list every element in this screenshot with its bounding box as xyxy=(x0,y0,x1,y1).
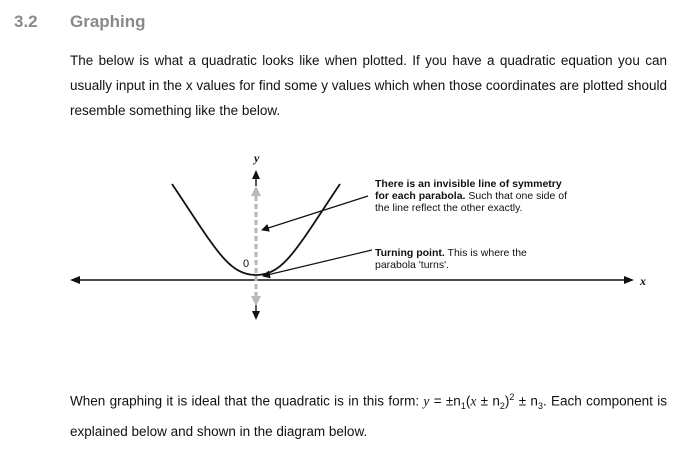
turning-point-annotation: Turning point. This is where the parabola 'turns'. xyxy=(375,247,527,271)
y-axis-bottom-arrow xyxy=(252,311,260,320)
formula-y: y xyxy=(423,393,430,409)
symmetry-pointer xyxy=(262,196,368,230)
section-title: Graphing xyxy=(70,12,146,31)
symmetry-bottom-arrow xyxy=(251,296,261,306)
section-number: 3.2 xyxy=(14,12,38,31)
intro-paragraph: The below is what a quadratic looks like when plotted. If you have a quadratic equation you can usually input in the x values for find some y values which when those coordinates are plotted should resemble something like the below. xyxy=(70,53,667,118)
symmetry-annotation: There is an invisible line of symmetry for each parabola. Such that one side of the line reflect the other exactly. xyxy=(375,178,568,214)
origin-label: 0 xyxy=(243,258,250,270)
formula-x: x xyxy=(470,393,477,409)
x-axis-right-arrow xyxy=(624,276,634,284)
y-axis-label: y xyxy=(254,151,260,165)
turning-pointer xyxy=(263,250,372,276)
symmetry-top-arrow xyxy=(251,186,261,196)
x-axis-left-arrow xyxy=(70,276,80,284)
y-axis-top-arrow xyxy=(252,170,260,179)
closing-paragraph: When graphing it is ideal that the quadratic is in this form: $y = \pm n_1(x \pm n_2)^2 \pm n_3$. Each component is explained below and shown in the diagram below. xyxy=(70,392,667,440)
x-axis-label: x xyxy=(640,274,646,288)
